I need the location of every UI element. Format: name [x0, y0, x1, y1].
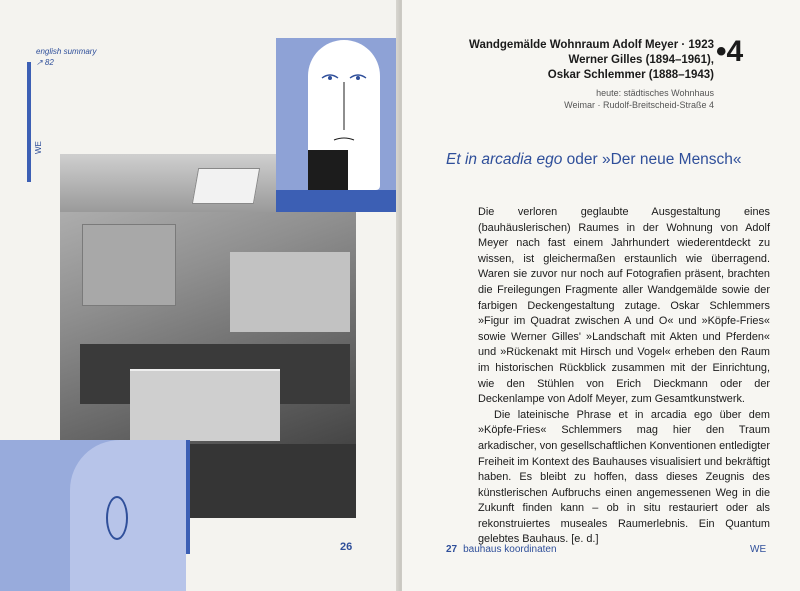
article-body: [478, 205, 770, 548]
head-base: [276, 190, 396, 212]
heading-italic: Et in arcadia ego: [446, 151, 563, 168]
mural-landscape: [230, 252, 350, 332]
page-number-left: 26: [340, 541, 353, 553]
summary-label: english summary: [36, 47, 97, 56]
ear-icon: [106, 496, 128, 540]
schlemmer-head-illustration-top: [276, 38, 396, 212]
section-tag-left: WE: [34, 141, 43, 154]
running-title: bauhaus koordinaten: [463, 544, 557, 555]
summary-ref: ↗ 82: [36, 58, 54, 67]
left-page: [0, 0, 398, 591]
title-line-3: Oskar Schlemmer (1888–1943): [547, 69, 714, 81]
ceiling-lamp-icon: [192, 168, 260, 204]
section-marker-bar: [27, 62, 31, 182]
paragraph-2: Die lateinische Phrase et in arcadia ego über dem »Köpfe-Fries« Schlemmers mag hier den Traum arkadischer, von gesellschaftlichen Konventionen entledigter Freiheit im Kontext des Bauhauses visualisiert und bekräftigt haben. Es bleibt zu hoffen, dass dieses Zeugnis des künstlerischen Aufbruchs einen angemessenen Weg in die Zukunft finden kann – ob in situ restauriert oder als rekonstruiertes museales Raumerlebnis. Ein Quantum gelebtes Bauhaus. [e. d.]: [478, 408, 770, 546]
subtitle-line-2: Weimar · Rudolf-Breitscheid-Straße 4: [564, 100, 714, 110]
blue-accent-strip: [186, 440, 190, 554]
page-footer-right: [446, 544, 557, 555]
photo-table: [130, 369, 280, 441]
entry-number: •4: [716, 35, 744, 68]
heading-rest: oder »Der neue Mensch«: [562, 151, 742, 168]
mural-figure-in-square: [82, 224, 176, 306]
schlemmer-head-illustration-bottom: [0, 440, 186, 591]
paragraph-1: Die verloren geglaubte Ausgestaltung eines (bauhäuslerischen) Raumes in der Wohnung von Adolf Meyer nach fast einem Jahrhundert wiederentdeckt zu wissen, ist gleichermaßen erstaunlich wie überragend. Waren sie zuvor nur noch auf Fotografien präsent, brachten die Freilegungen Fragmente aller Wandgemälde sowie der farbigen Deckengestaltung zutage. Oskar Schlemmers »Figur im Quadrat zwischen A und O« und »Köpfe-Fries« sowie Werner Gilles' »Landschaft mit Akten und Pferden« und »Rückenakt mit Hirsch und Vogel« erheben den Raum im historischen Rückblick zusammen mit der Einrichtung, wie den Stühlen von Erich Dieckmann oder der Deckenlampe von Adolf Meyer, zum Gesamtkunstwerk.: [478, 206, 770, 406]
head-neck: [308, 150, 348, 190]
entry-title-block: [452, 38, 714, 111]
location-subtitle: [452, 87, 714, 111]
profile-face: [70, 440, 186, 591]
subtitle-line-1: heute: städtisches Wohnhaus: [596, 88, 714, 98]
title-line-1: Wandgemälde Wohnraum Adolf Meyer · 1923: [469, 39, 714, 51]
section-tag-right: WE: [750, 544, 767, 555]
english-summary[interactable]: [36, 46, 96, 68]
page-number-right: 27: [446, 544, 458, 555]
title-line-2: Werner Gilles (1894–1961),: [568, 54, 714, 66]
article-heading: [446, 151, 780, 169]
